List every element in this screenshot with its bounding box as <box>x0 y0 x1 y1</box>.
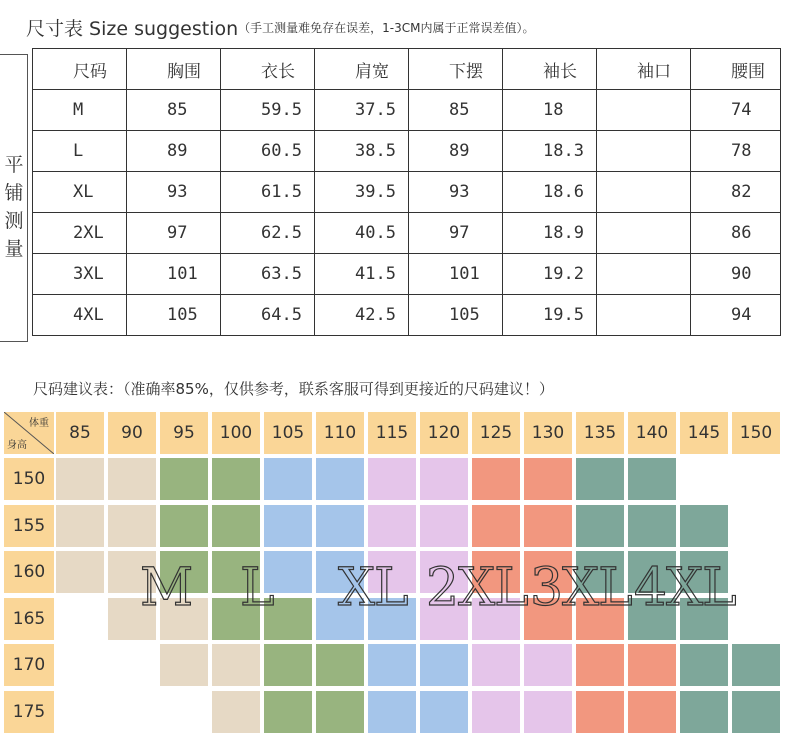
size-table-body <box>33 90 781 336</box>
size-word-3xl: 3XL <box>530 558 632 618</box>
size-cell-l <box>316 644 364 686</box>
header-chest: 胸围 <box>127 49 221 90</box>
size-table-cell <box>597 295 691 336</box>
size-table-cell: 62.5 <box>221 213 315 254</box>
size-table-cell: 93 <box>127 172 221 213</box>
size-cell-m <box>160 644 208 686</box>
weight-header: 115 <box>368 412 416 454</box>
weight-header: 125 <box>472 412 520 454</box>
size-cell-2xl <box>524 644 572 686</box>
size-cell-xl <box>420 644 468 686</box>
size-cell-xl <box>368 644 416 686</box>
size-table-cell: 74 <box>691 90 781 131</box>
size-table-cell: 64.5 <box>221 295 315 336</box>
size-word-2xl: 2XL <box>426 558 528 618</box>
size-cell-xl <box>316 505 364 547</box>
size-cell-2xl <box>524 691 572 733</box>
height-header: 165 <box>4 598 54 640</box>
height-header: 170 <box>4 644 54 686</box>
size-table-cell <box>597 254 691 295</box>
size-table-cell <box>597 90 691 131</box>
size-table-cell: 85 <box>409 90 503 131</box>
weight-header: 100 <box>212 412 260 454</box>
size-cell-3xl <box>628 691 676 733</box>
size-cell-2xl <box>472 644 520 686</box>
size-cell-l <box>212 505 260 547</box>
size-cell-2xl <box>472 691 520 733</box>
size-cell-l <box>264 644 312 686</box>
size-cell-xl <box>264 458 312 500</box>
size-chart-title: 尺寸表 Size suggestion <box>26 18 239 40</box>
size-cell-l <box>264 691 312 733</box>
size-cell-3xl <box>472 505 520 547</box>
weight-header: 130 <box>524 412 572 454</box>
weight-header: 85 <box>56 412 104 454</box>
size-cell-4xl <box>680 691 728 733</box>
size-cell-m <box>108 458 156 500</box>
header-hem: 下摆 <box>409 49 503 90</box>
size-table-cell: 85 <box>127 90 221 131</box>
size-table-cell: 4XL <box>33 295 127 336</box>
size-table-cell: 101 <box>409 254 503 295</box>
side-label-char: 平 <box>4 154 24 176</box>
size-cell-2xl <box>368 505 416 547</box>
size-table-cell: 94 <box>691 295 781 336</box>
size-word-xl: XL <box>338 558 408 618</box>
size-cell-l <box>160 505 208 547</box>
size-cell-4xl <box>576 505 624 547</box>
weight-header: 135 <box>576 412 624 454</box>
size-table-cell: 2XL <box>33 213 127 254</box>
size-table-cell: 89 <box>127 131 221 172</box>
header-size: 尺码 <box>33 49 127 90</box>
size-table-cell: 18.3 <box>503 131 597 172</box>
size-cell-m <box>108 505 156 547</box>
header-waist: 腰围 <box>691 49 781 90</box>
size-table-cell: 97 <box>409 213 503 254</box>
size-cell-l <box>160 458 208 500</box>
size-table-row <box>33 90 781 131</box>
size-cell-xl <box>368 691 416 733</box>
weight-header: 110 <box>316 412 364 454</box>
size-table-row <box>33 295 781 336</box>
size-table-cell: M <box>33 90 127 131</box>
header-cuff: 袖口 <box>597 49 691 90</box>
size-table-cell: 3XL <box>33 254 127 295</box>
size-table-cell: 93 <box>409 172 503 213</box>
size-cell-xl <box>420 691 468 733</box>
size-table-cell <box>597 172 691 213</box>
size-chart-note: （手工测量难免存在误差，1-3CM内属于正常误差值）。 <box>238 21 535 35</box>
side-label-char: 铺 <box>4 182 24 204</box>
size-table-cell <box>597 213 691 254</box>
size-table-cell: 90 <box>691 254 781 295</box>
grid-corner <box>4 412 54 454</box>
size-cell-4xl <box>576 458 624 500</box>
weight-header: 120 <box>420 412 468 454</box>
size-cell-m <box>56 458 104 500</box>
size-cell-4xl <box>628 505 676 547</box>
weight-header: 105 <box>264 412 312 454</box>
height-header: 150 <box>4 458 54 500</box>
size-table-cell: 63.5 <box>221 254 315 295</box>
size-cell-4xl <box>732 691 780 733</box>
size-table-cell: 19.2 <box>503 254 597 295</box>
height-header: 155 <box>4 505 54 547</box>
size-cell-2xl <box>420 505 468 547</box>
size-cell-m <box>212 644 260 686</box>
size-table-cell: 82 <box>691 172 781 213</box>
size-table-row <box>33 172 781 213</box>
side-label-char: 测 <box>4 210 24 232</box>
size-table-cell: 38.5 <box>315 131 409 172</box>
size-table-cell: 18 <box>503 90 597 131</box>
size-cell-4xl <box>680 644 728 686</box>
size-table-cell: 101 <box>127 254 221 295</box>
size-table-cell: 39.5 <box>315 172 409 213</box>
size-cell-m <box>56 551 104 593</box>
size-word-m: M <box>140 558 193 618</box>
size-table-cell: 105 <box>127 295 221 336</box>
size-table-cell: 61.5 <box>221 172 315 213</box>
corner-height-label: 身高 <box>7 440 27 451</box>
size-chart-heading <box>26 14 534 44</box>
size-cell-2xl <box>420 458 468 500</box>
header-length: 衣长 <box>221 49 315 90</box>
size-cell-2xl <box>368 458 416 500</box>
size-table-cell: 78 <box>691 131 781 172</box>
size-table-cell: 59.5 <box>221 90 315 131</box>
size-table-cell: 40.5 <box>315 213 409 254</box>
size-word-4xl: 4XL <box>634 558 736 618</box>
size-cell-xl <box>264 505 312 547</box>
size-cell-4xl <box>628 458 676 500</box>
size-table-cell: 18.6 <box>503 172 597 213</box>
corner-weight-label: 体重 <box>29 418 49 429</box>
size-table-row <box>33 213 781 254</box>
size-cell-xl <box>316 458 364 500</box>
weight-header: 95 <box>160 412 208 454</box>
size-table-cell: XL <box>33 172 127 213</box>
size-table-cell: 19.5 <box>503 295 597 336</box>
size-cell-3xl <box>576 644 624 686</box>
size-cell-3xl <box>628 644 676 686</box>
size-table-cell: 60.5 <box>221 131 315 172</box>
weight-header: 140 <box>628 412 676 454</box>
size-table-cell: 97 <box>127 213 221 254</box>
size-cell-4xl <box>680 505 728 547</box>
size-cell-4xl <box>732 644 780 686</box>
size-table-row <box>33 254 781 295</box>
size-cell-m <box>212 691 260 733</box>
size-cell-l <box>316 691 364 733</box>
size-table-cell: 89 <box>409 131 503 172</box>
size-cell-l <box>212 458 260 500</box>
size-table-cell: L <box>33 131 127 172</box>
weight-header: 145 <box>680 412 728 454</box>
size-cell-m <box>56 505 104 547</box>
size-table <box>32 48 781 336</box>
height-header: 175 <box>4 691 54 733</box>
flat-measure-label <box>0 54 28 342</box>
recommendation-grid <box>4 412 790 747</box>
size-table-cell: 41.5 <box>315 254 409 295</box>
size-table-cell: 86 <box>691 213 781 254</box>
size-table-header-row <box>33 49 781 90</box>
size-word-l: L <box>240 558 274 618</box>
weight-header: 90 <box>108 412 156 454</box>
header-sleeve: 袖长 <box>503 49 597 90</box>
size-table-row <box>33 131 781 172</box>
weight-header: 150 <box>732 412 780 454</box>
size-table-cell: 42.5 <box>315 295 409 336</box>
size-cell-3xl <box>524 505 572 547</box>
size-cell-3xl <box>524 458 572 500</box>
size-cell-3xl <box>576 691 624 733</box>
size-table-cell: 105 <box>409 295 503 336</box>
size-table-cell <box>597 131 691 172</box>
header-shoulder: 肩宽 <box>315 49 409 90</box>
size-cell-3xl <box>472 458 520 500</box>
size-table-cell: 18.9 <box>503 213 597 254</box>
recommendation-title: 尺码建议表：（准确率85%，仅供参考，联系客服可得到更接近的尺码建议！） <box>33 380 554 398</box>
size-table-cell: 37.5 <box>315 90 409 131</box>
side-label-char: 量 <box>4 238 24 260</box>
height-header: 160 <box>4 551 54 593</box>
